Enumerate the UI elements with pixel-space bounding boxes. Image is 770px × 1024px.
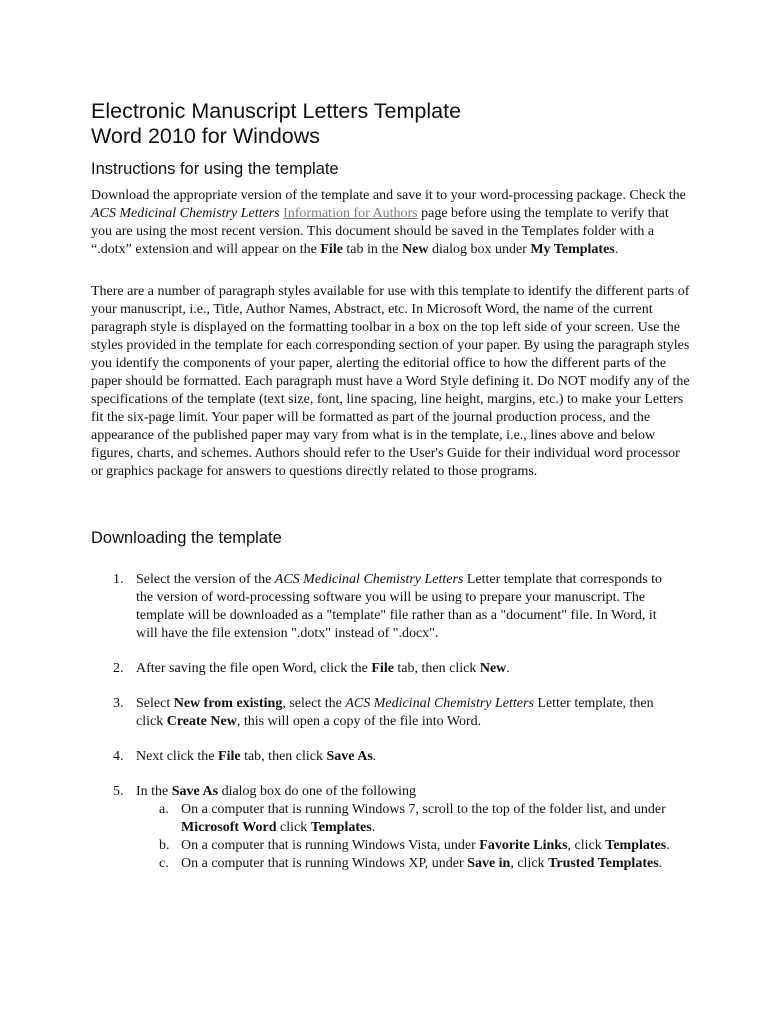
document-title xyxy=(91,99,731,149)
journal-name: ACS Medicinal Chemistry Letters xyxy=(91,206,280,221)
sub-step-c: c. On a computer that is running Windows XP, under Save in, click Trusted Templates. xyxy=(159,856,663,871)
sub-step-a: a. On a computer that is running Windows 7, scroll to the top of the folder list, and under Microsoft Word click Templates. xyxy=(159,802,666,835)
step-4: 4. Next click the File tab, then click Save As. xyxy=(113,749,377,764)
download-steps-list xyxy=(0,571,770,890)
sub-step-letter: a. xyxy=(159,802,169,817)
step-3: 3. Select New from existing, select the ACS Medicinal Chemistry Letters Letter template, then click Create New, this will open a copy of the file into Word. xyxy=(113,696,654,729)
step-number: 5. xyxy=(113,784,124,799)
sub-step-letter: b. xyxy=(159,838,170,853)
downloading-heading: Downloading the template xyxy=(91,529,282,547)
step-2: 2. After saving the file open Word, click the File tab, then click New. xyxy=(113,661,510,676)
title-line-2: Word 2010 for Windows xyxy=(91,124,321,148)
step-5: 5. In the Save As dialog box do one of the following a. On a computer that is running Windows 7, scroll to the top of the folder list, and under Microsoft Word click Templates. b. On a computer that is running Windows Vista, under Favorite Links, click Templates. c. On a computer that is running Windows XP, under Save in, click Trusted Templates. xyxy=(136,783,681,873)
sub-steps-list xyxy=(136,801,681,873)
instructions-paragraph-1: Download the appropriate version of the template and save it to your word-processing package. Check the ACS Medicinal Chemistry Letters Information for Authors page before using the template to verify that you are using the most recent version. This document should be saved in the Templates folder with a “.dotx” extension and will appear on the File tab in the New dialog box under My Templates. xyxy=(91,188,686,257)
step-number: 3. xyxy=(113,696,124,711)
information-for-authors-link[interactable]: Information for Authors xyxy=(283,206,418,221)
sub-step-b: b. On a computer that is running Windows Vista, under Favorite Links, click Templates. xyxy=(159,838,670,853)
step-number: 4. xyxy=(113,749,124,764)
step-1: 1. Select the version of the ACS Medicinal Chemistry Letters Letter template that corresponds to the version of word-processing software you will be using to prepare your manuscript. The template will be downloaded as a "template" file rather than as a "document" file. In Word, it will have the file extension ".dotx" instead of ".docx". xyxy=(113,572,663,641)
step-number: 1. xyxy=(113,572,124,587)
sub-step-letter: c. xyxy=(159,856,169,871)
instructions-heading: Instructions for using the template xyxy=(91,160,339,178)
step-number: 2. xyxy=(113,661,124,676)
title-line-1: Electronic Manuscript Letters Template xyxy=(91,99,462,123)
instructions-paragraph-2: There are a number of paragraph styles available for use with this template to identify the different parts of your manuscript, i.e., Title, Author Names, Abstract, etc. In Microsoft Word, the name of the current paragraph style is displayed on the formatting toolbar in a box on the top left side of your screen. Use the styles provided in the template for each corresponding section of your paper. By using the paragraph styles you identify the components of your paper, alerting the editorial office to how the different parts of the paper should be formatted. Each paragraph must have a Word Style defining it. Do NOT modify any of the specifications of the template (text size, font, line spacing, line height, margins, etc.) to make your Letters fit the six-page limit. Your paper will be formatted as part of the journal production process, and the appearance of the published paper may vary from what is in the template, i.e., lines above and below figures, charts, and schemes. Authors should refer to the User's Guide for their individual word processor or graphics package for answers to questions directly related to those programs. xyxy=(91,284,690,479)
